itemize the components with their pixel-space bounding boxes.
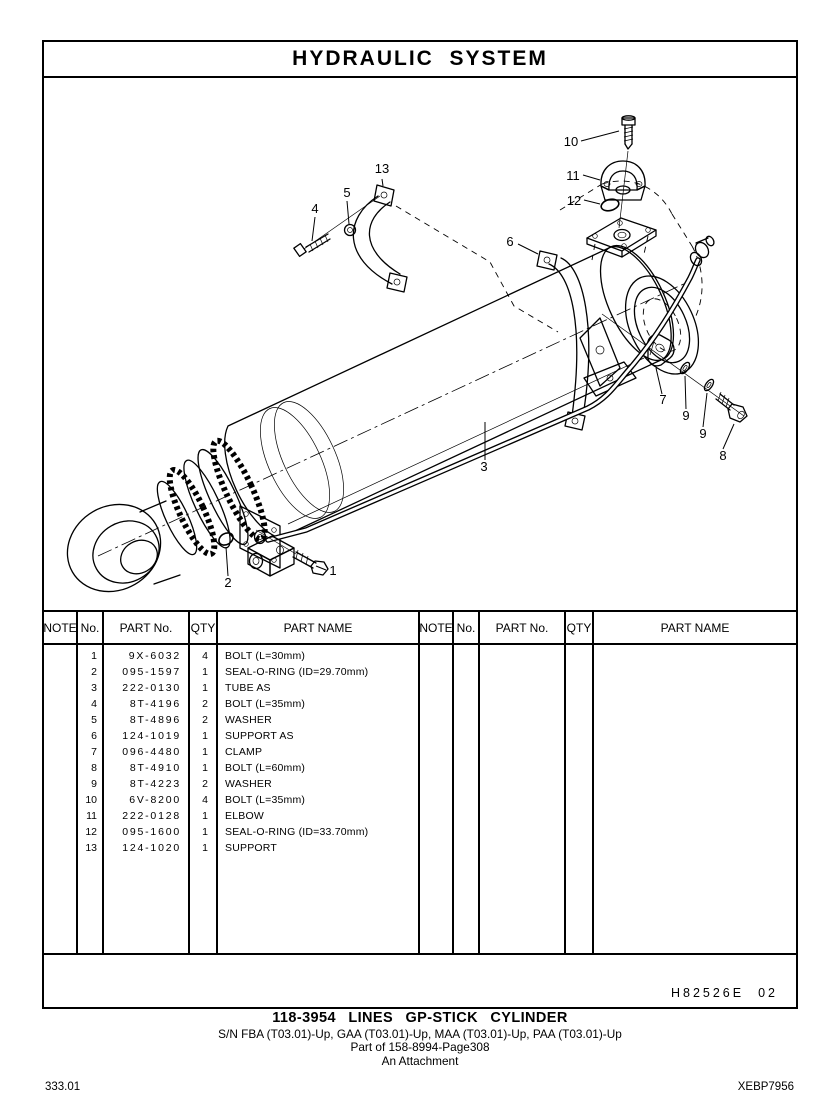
callout-9b: 9 — [699, 426, 707, 441]
callout-6: 6 — [506, 234, 514, 249]
part-row-no: 3 — [91, 682, 97, 694]
part-row-qty: 4 — [202, 650, 208, 662]
caption-block — [42, 1012, 798, 1068]
part-row-no: 11 — [86, 810, 97, 822]
part-row-note — [44, 776, 76, 792]
col-header-note: NOTE — [44, 612, 78, 643]
parts-table-left-header — [44, 612, 420, 645]
col-header-no: No. — [78, 612, 104, 643]
part-row-note — [44, 760, 76, 776]
part-row-no: 9 — [91, 778, 97, 790]
part-row-note — [44, 840, 76, 856]
part-row-part_name: CLAMP — [225, 746, 263, 758]
caption-attachment: An Attachment — [381, 1053, 459, 1068]
part-row-part_name: SUPPORT AS — [225, 730, 294, 742]
col-header-qty: QTY — [190, 612, 218, 643]
part-row-part_no: 8T-4223 — [129, 778, 181, 790]
part-no-column — [104, 645, 190, 953]
part-row-part_no: 096-4480 — [122, 746, 181, 758]
callout-9a: 9 — [682, 408, 690, 423]
part-row-note — [44, 808, 76, 824]
part-name-column — [218, 645, 420, 953]
col-header-note: NOTE — [420, 612, 454, 643]
part-row-qty: 1 — [202, 746, 208, 758]
part-row-no: 8 — [91, 762, 97, 774]
parts-table-right — [420, 612, 796, 953]
part-row-part_name: TUBE AS — [225, 682, 271, 694]
callout-10: 10 — [563, 134, 579, 149]
part-row-part_no: 8T-4910 — [129, 762, 181, 774]
page-title: HYDRAULIC SYSTEM — [44, 42, 796, 78]
col-header-part-name: PART NAME — [660, 620, 730, 635]
callout-13: 13 — [374, 161, 390, 176]
col-header-qty: QTY — [566, 612, 594, 643]
washer-9b — [703, 378, 716, 392]
hydraulic-cylinder-diagram — [44, 78, 796, 610]
part-row-no: 12 — [85, 826, 97, 838]
part-row-qty: 1 — [202, 810, 208, 822]
seal-o-ring-12 — [600, 197, 620, 212]
callout-1: 1 — [329, 563, 337, 578]
part-row-qty: 1 — [202, 682, 208, 694]
plate-revision: 02 — [758, 986, 778, 1000]
qty-column — [190, 645, 218, 953]
callout-11: 11 — [566, 168, 580, 183]
callout-5: 5 — [343, 185, 351, 200]
part-row-qty: 2 — [202, 698, 208, 710]
part-row-part_name: WASHER — [225, 778, 272, 790]
part-row-qty: 2 — [202, 778, 208, 790]
part-row-part_no: 6V-8200 — [129, 794, 181, 806]
part-row-qty: 2 — [202, 714, 208, 726]
part-row-qty: 1 — [202, 842, 208, 854]
part-row-part_no: 8T-4896 — [129, 714, 181, 726]
part-row-part_no: 095-1600 — [122, 826, 181, 838]
part-row-note — [44, 664, 76, 680]
part-row-note — [44, 680, 76, 696]
part-row-note — [44, 744, 76, 760]
parts-tables — [44, 610, 796, 955]
callout-2: 2 — [224, 575, 232, 590]
part-row-note — [44, 648, 76, 664]
part-row-part_no: 8T-4196 — [129, 698, 181, 710]
caption-serial-numbers: S/N FBA (T03.01)-Up, GAA (T03.01)-Up, MAA (T03.01)-Up, PAA (T03.01)-Up — [218, 1026, 622, 1041]
tube-3 — [268, 235, 716, 540]
bolt-4 — [294, 196, 380, 256]
part-row-no: 6 — [91, 730, 97, 742]
part-row-no: 13 — [85, 842, 97, 854]
qty-column — [566, 645, 594, 953]
parts-table-left — [44, 612, 420, 953]
projection-dashes — [396, 206, 558, 332]
callout-labels — [224, 134, 726, 590]
part-row-part_no: 124-1019 — [122, 730, 181, 742]
part-row-part_no: 222-0128 — [122, 810, 181, 822]
part-row-note — [44, 696, 76, 712]
page-number: 333.01 — [45, 1081, 81, 1093]
col-header-no: No. — [454, 612, 480, 643]
part-row-no: 7 — [91, 746, 97, 758]
part-row-qty: 4 — [202, 794, 208, 806]
parts-table-left-body — [44, 645, 420, 953]
part-row-note — [44, 792, 76, 808]
callout-3: 3 — [480, 459, 488, 474]
part-row-part_no: 095-1597 — [122, 666, 181, 678]
part-row-part_no: 222-0130 — [122, 682, 181, 694]
part-row-no: 1 — [91, 650, 97, 662]
part-row-no: 4 — [91, 698, 97, 710]
part-row-note — [44, 712, 76, 728]
plate-code-strip — [44, 955, 796, 1007]
part-row-part_name: ELBOW — [225, 810, 264, 822]
caption-title: 118-3954 LINES GP-STICK CYLINDER — [272, 1010, 568, 1026]
support-strap-13 — [353, 185, 407, 292]
col-header-part-no: PART No. — [104, 612, 190, 643]
cylinder-gland — [150, 436, 280, 568]
part-row-part_name: WASHER — [225, 714, 272, 726]
no-column — [78, 645, 104, 953]
leader-lines — [226, 131, 734, 576]
part-row-part_name: SEAL-O-RING (ID=33.70mm) — [225, 826, 369, 838]
part-row-no: 5 — [91, 714, 97, 726]
part-row-part_name: BOLT (L=35mm) — [225, 794, 306, 806]
part-row-qty: 1 — [202, 730, 208, 742]
plate-code — [671, 986, 778, 1000]
part-name-column — [594, 645, 796, 953]
plate-code-value: H82526E — [670, 986, 745, 1000]
parts-table-right-body — [420, 645, 796, 953]
part-row-qty: 1 — [202, 826, 208, 838]
part-row-note — [44, 728, 76, 744]
part-row-part_name: SEAL-O-RING (ID=29.70mm) — [225, 666, 369, 678]
parts-table-right-header — [420, 612, 796, 645]
col-header-part-no: PART No. — [480, 612, 566, 643]
caption-part-of: Part of 158-8994-Page308 — [350, 1040, 490, 1054]
callout-12: 12 — [566, 193, 582, 208]
drawing-area — [44, 78, 796, 610]
part-row-no: 2 — [91, 666, 97, 678]
bolt-1 — [256, 530, 328, 575]
page-frame — [42, 40, 798, 1009]
part-row-part_no: 9X-6032 — [128, 650, 181, 662]
no-column — [454, 645, 480, 953]
part-no-column — [480, 645, 566, 953]
callout-7: 7 — [659, 392, 667, 407]
part-row-note — [44, 824, 76, 840]
note-column — [420, 645, 454, 953]
part-row-qty: 1 — [202, 762, 208, 774]
part-row-part_name: SUPPORT — [225, 842, 277, 854]
part-row-no: 10 — [85, 794, 97, 806]
col-header-part-name: PART NAME — [218, 612, 420, 643]
part-row-part_name: BOLT (L=30mm) — [225, 650, 306, 662]
note-column — [44, 645, 78, 953]
document-code: XEBP7956 — [737, 1081, 794, 1093]
support-band-6 — [537, 251, 636, 430]
part-row-qty: 1 — [202, 666, 208, 678]
part-row-part_no: 124-1020 — [122, 842, 181, 854]
callout-8: 8 — [719, 448, 727, 463]
callout-4: 4 — [311, 201, 319, 216]
part-row-part_name: BOLT (L=60mm) — [225, 762, 306, 774]
part-row-part_name: BOLT (L=35mm) — [225, 698, 306, 710]
